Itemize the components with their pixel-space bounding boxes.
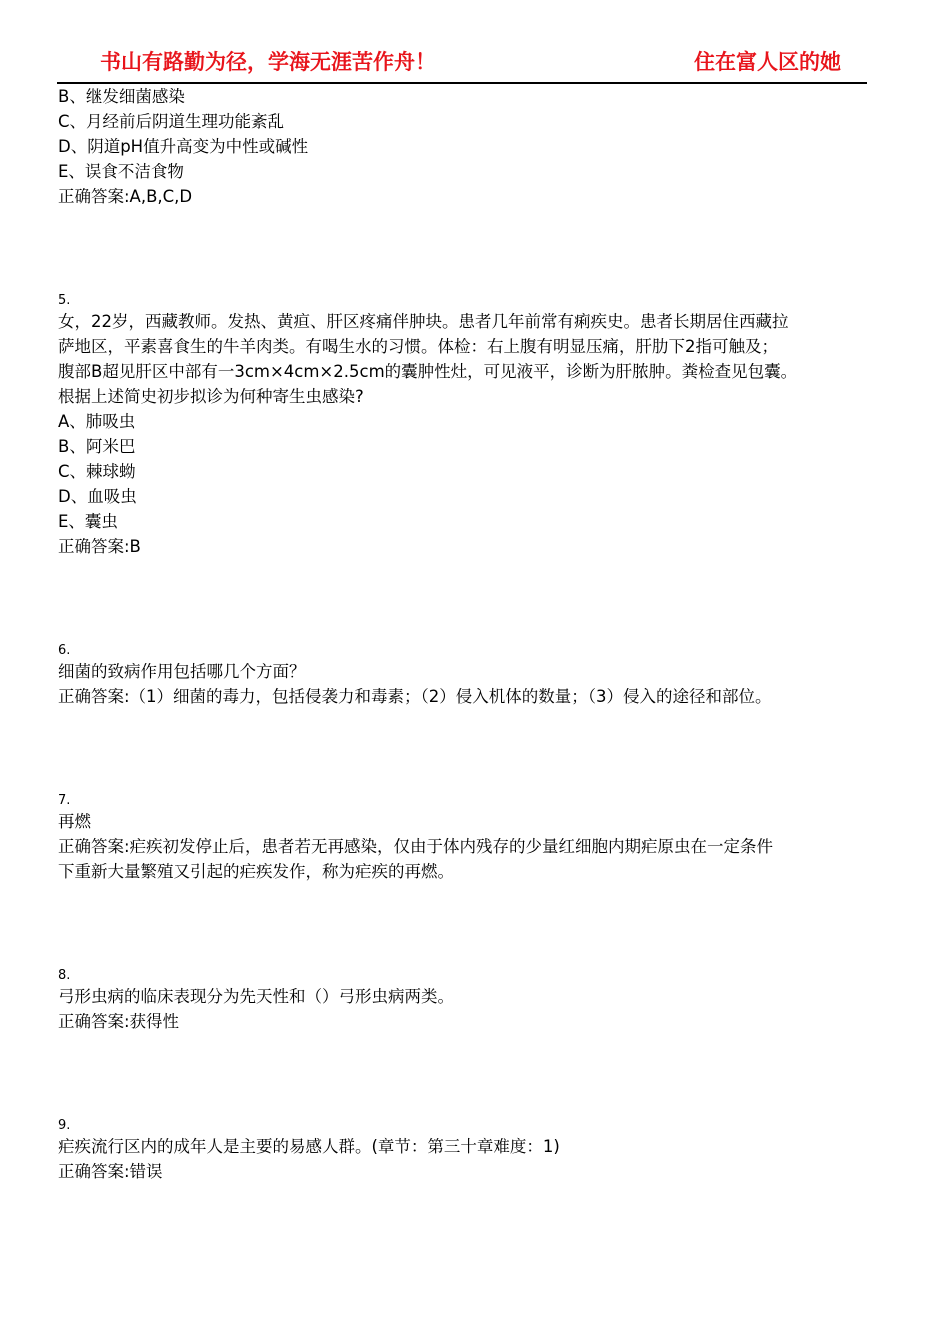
question-stem-line: 女，22岁，西藏教师。发热、黄疸、肝区疼痛伴肿块。患者几年前常有痢疾史。患者长期居住西藏拉 [58,312,789,331]
question-stem: 再燃 [58,812,91,831]
option-b: B、阿米巴 [58,437,136,456]
correct-answer: 正确答案:A,B,C,D [58,187,193,206]
question-stem: 疟疾流行区内的成年人是主要的易感人群。(章节：第三十章难度：1) [58,1137,560,1156]
option-d: D、血吸虫 [58,487,137,506]
option-c: C、棘球蚴 [58,462,136,481]
option-c: C、月经前后阴道生理功能紊乱 [58,112,285,131]
correct-answer: 正确答案:获得性 [58,1012,180,1031]
question-number: 6. [58,643,71,658]
question-stem: 弓形虫病的临床表现分为先天性和（）弓形虫病两类。 [58,987,454,1006]
question-stem-line: 根据上述简史初步拟诊为何种寄生虫感染? [58,387,364,406]
correct-answer: 正确答案:疟疾初发停止后，患者若无再感染，仅由于体内残存的少量红细胞内期疟原虫在一定条件 [58,837,774,856]
option-a: A、肺吸虫 [58,412,136,431]
page-header [0,0,950,84]
option-d: D、阴道pH值升高变为中性或碱性 [58,137,309,156]
correct-answer: 正确答案:B [58,537,141,556]
question-stem-line: 萨地区，平素喜食生的牛羊肉类。有喝生水的习惯。体检：右上腹有明显压痛，肝肋下2指可触及； [58,337,778,356]
spacer [58,1034,908,1118]
question-4-tail [58,84,908,209]
question-number: 8. [58,968,71,983]
spacer [58,209,908,293]
question-7 [58,793,908,884]
question-number: 5. [58,293,71,308]
question-6 [58,643,908,709]
question-9 [58,1118,908,1184]
question-5 [58,293,908,559]
question-list [58,84,908,1184]
correct-answer-continued: 下重新大量繁殖又引起的疟疾发作，称为疟疾的再燃。 [58,862,454,881]
spacer [58,709,908,793]
option-b: B、继发细菌感染 [58,87,185,106]
spacer [58,884,908,968]
option-e: E、误食不洁食物 [58,162,184,181]
option-e: E、囊虫 [58,512,118,531]
question-stem-line: 腹部B超见肝区中部有一3cm×4cm×2.5cm的囊肿性灶，可见液平，诊断为肝脓肿。粪检查见包囊。 [58,362,798,381]
header-author: 住在富人区的她 [694,49,841,74]
spacer [58,559,908,643]
header-motto: 书山有路勤为径，学海无涯苦作舟！ [100,49,436,74]
correct-answer: 正确答案:（1）细菌的毒力，包括侵袭力和毒素；（2）侵入机体的数量；（3）侵入的途径和部位。 [58,687,772,706]
correct-answer: 正确答案:错误 [58,1162,163,1181]
question-number: 7. [58,793,71,808]
question-number: 9. [58,1118,71,1133]
question-8 [58,968,908,1034]
question-stem: 细菌的致病作用包括哪几个方面？ [58,662,306,681]
